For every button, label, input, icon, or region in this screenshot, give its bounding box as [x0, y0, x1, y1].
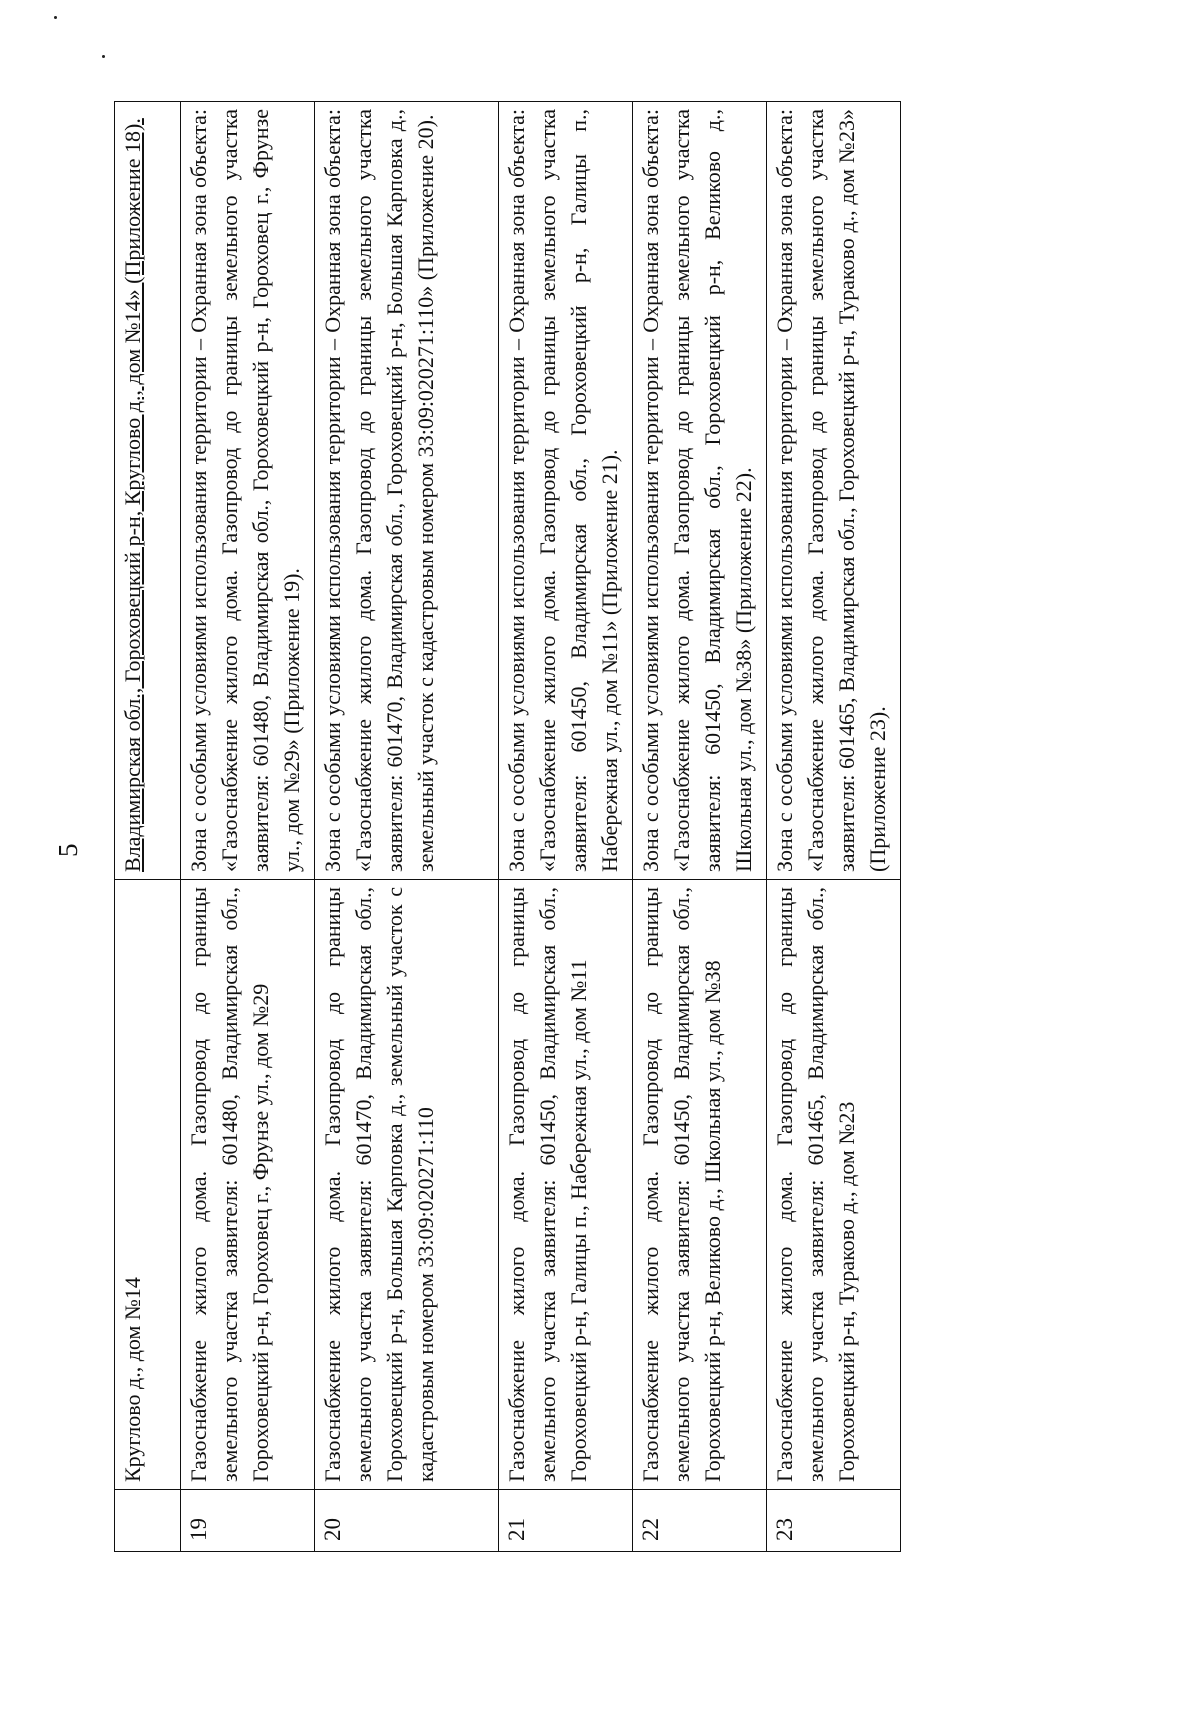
object-description: Газоснабжение жилого дома. Газопровод до границы земельного участка заявителя: 601450, Владимирская обл., Гороховецкий р-н, Галицы п., Набережная ул., дом №11	[504, 887, 591, 1482]
object-cell	[767, 880, 901, 1490]
row-number-cell	[315, 1490, 499, 1552]
zone-description: Владимирская обл., Гороховецкий р-н, Круглово д., дом №14» (Приложение 18).	[120, 118, 145, 872]
zone-description: Зона с особыми условиями использования территории – Охранная зона объекта: «Газоснабжение жилого дома. Газопровод до границы земельного участка заявителя: 601450, Владимирская обл., Гороховецкий р-н, Галицы п., Набережная ул., дом №11» (Приложение 21).	[504, 109, 622, 872]
zone-description: Зона с особыми условиями использования территории – Охранная зона объекта: «Газоснабжение жилого дома. Газопровод до границы земельного участка заявителя: 601450, Владимирская обл., Гороховецкий р-н, Великово д., Школьная ул., дом №38» (Приложение 22).	[638, 109, 756, 872]
object-cell	[181, 880, 315, 1490]
object-cell	[115, 880, 181, 1490]
row-number-cell	[767, 1490, 901, 1552]
object-cell	[315, 880, 499, 1490]
row-number: 20	[320, 1518, 345, 1541]
row-number-cell	[633, 1490, 767, 1552]
zone-cell	[633, 102, 767, 880]
page-number: 5	[53, 843, 83, 857]
table-row	[181, 102, 315, 1552]
row-number: 21	[504, 1518, 529, 1541]
zone-cell	[115, 102, 181, 880]
table-row	[633, 102, 767, 1552]
zone-description: Зона с особыми условиями использования территории – Охранная зона объекта: «Газоснабжение жилого дома. Газопровод до границы земельного участка заявителя: 601470, Владимирская обл., Гороховецкий р-н, Большая Карповка д., земельный участок с кадастровым номером 33:09:020271:110» (Приложение 20).	[320, 109, 438, 872]
object-cell	[633, 880, 767, 1490]
object-description: Газоснабжение жилого дома. Газопровод до границы земельного участка заявителя: 601450, Владимирская обл., Гороховецкий р-н, Великово д., Школьная ул., дом №38	[638, 887, 725, 1482]
object-description: Газоснабжение жилого дома. Газопровод до границы земельного участка заявителя: 601480, Владимирская обл., Гороховецкий р-н, Гороховец г., Фрунзе ул., дом №29	[186, 887, 273, 1482]
zones-table	[114, 101, 901, 1552]
row-number-cell	[499, 1490, 633, 1552]
row-number: 19	[186, 1518, 211, 1541]
zone-description: Зона с особыми условиями использования территории – Охранная зона объекта: «Газоснабжение жилого дома. Газопровод до границы земельного участка заявителя: 601465, Владимирская обл., Гороховецкий р-н, Тураково д., дом №23» (Приложение 23).	[772, 109, 890, 872]
row-number-cell	[115, 1490, 181, 1552]
zone-cell	[499, 102, 633, 880]
zone-cell	[315, 102, 499, 880]
object-description: Газоснабжение жилого дома. Газопровод до границы земельного участка заявителя: 601465, Владимирская обл., Гороховецкий р-н, Тураково д., дом №23	[772, 887, 859, 1482]
table-row	[115, 102, 181, 1552]
table-row	[767, 102, 901, 1552]
table-row	[499, 102, 633, 1552]
object-cell	[499, 880, 633, 1490]
zone-cell	[767, 102, 901, 880]
row-number: 23	[772, 1518, 797, 1541]
object-description: Круглово д., дом №14	[120, 1277, 145, 1482]
object-description: Газоснабжение жилого дома. Газопровод до границы земельного участка заявителя: 601470, Владимирская обл., Гороховецкий р-н, Большая Карповка д., земельный участок с кадастровым номером 33:09:020271:110	[320, 887, 438, 1482]
zone-cell	[181, 102, 315, 880]
zone-description: Зона с особыми условиями использования территории – Охранная зона объекта: «Газоснабжение жилого дома. Газопровод до границы земельного участка заявителя: 601480, Владимирская обл., Гороховецкий р-н, Гороховец г., Фрунзе ул., дом №29» (Приложение 19).	[186, 109, 304, 872]
row-number: 22	[638, 1518, 663, 1541]
row-number-cell	[181, 1490, 315, 1552]
table-row	[315, 102, 499, 1552]
